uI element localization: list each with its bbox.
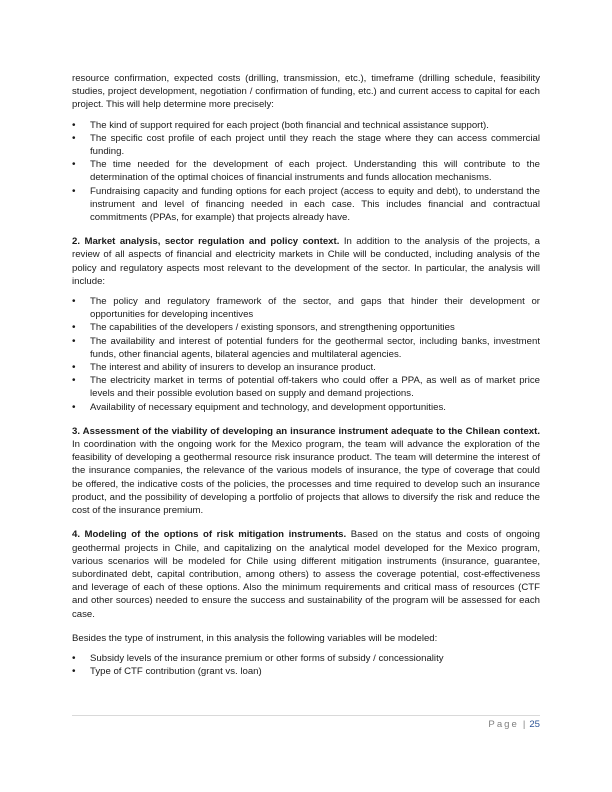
list-item: • Fundraising capacity and funding options for each project (access to equity and debt), to understand the instrument and level of financing needed in each case. This includes financial and contractual commitments (PPAs, for example) that projects already have. (72, 185, 540, 225)
intro-paragraph: resource confirmation, expected costs (drilling, transmission, etc.), timeframe (drilling schedule, feasibility studies, project development, negotiation / confirmation of funding, etc.) and current access to capital for each project. This will help determine more precisely: (72, 73, 540, 111)
list-modeled-variables (72, 652, 540, 678)
list-item: • The time needed for the development of each project. Understanding this will contribute to the determination of the optimal choices of financial instruments and funds allocation mechanisms. (72, 158, 540, 184)
list-project-analysis (72, 119, 540, 225)
list-item: • The capabilities of the developers / existing sponsors, and strengthening opportunities (72, 321, 540, 334)
section-3-heading: 3. Assessment of the viability of developing an insurance instrument adequate to the Chilean context. (72, 425, 540, 437)
section-3-text: In coordination with the ongoing work for the Mexico program, the team will advance the exploration of the feasibility of developing a geothermal resource risk insurance product. The team will determine the interest of the insurance companies, the relevance of the various models of insurance, the type of coverage that could be offered, the indicative costs of the policies, the processes and time required to develop such an insurance product, and the possibility of developing a portfolio of projects that allows to diversify the risk and reduce the cost of the insurance premium. (72, 439, 540, 517)
page-separator: | (522, 719, 526, 730)
list-item: • The electricity market in terms of potential off-takers who could offer a PPA, as well as of market price levels and their possible evolution based on supply and demand projections. (72, 374, 540, 400)
section-2-paragraph (72, 235, 540, 288)
section-4-text: Based on the status and costs of ongoing geothermal projects in Chile, and capitalizing on the analytical model developed for the Mexico program, various scenarios will be modeled for Chile using different mitigation instruments (insurance, guarantee, subordinated debt, capital contribution, among others) to assess the coverage potential, cost-effectiveness and leverage of each of these options. Also the minimum requirements and critical mass of resources (CTF and other sources) needed to ensure the success and sustainability of the program will be assessed for each case. (72, 529, 540, 620)
section-4-heading: 4. Modeling of the options of risk mitigation instruments. (72, 529, 347, 541)
list-item: • The specific cost profile of each project until they reach the stage where they can access commercial funding. (72, 132, 540, 158)
list-item: • The kind of support required for each project (both financial and technical assistance support). (72, 119, 540, 132)
section-3-paragraph (72, 425, 540, 517)
page-number-value: 25 (529, 719, 540, 730)
besides-paragraph: Besides the type of instrument, in this analysis the following variables will be modeled: (72, 632, 438, 644)
list-item: • The policy and regulatory framework of the sector, and gaps that hinder their development or opportunities for developing incentives (72, 295, 540, 321)
section-4-paragraph (72, 528, 540, 620)
list-item: • Availability of necessary equipment and technology, and development opportunities. (72, 401, 540, 414)
section-2-heading: 2. Market analysis, sector regulation and policy context. (72, 236, 340, 248)
list-market-analysis (72, 295, 540, 414)
page-number (488, 719, 540, 730)
list-item: • The availability and interest of potential funders for the geothermal sector, including banks, investment funds, other financial agents, bilateral agencies and multilateral agencies. (72, 335, 540, 361)
page-footer (72, 715, 540, 738)
document-page (72, 72, 540, 678)
list-item: • Subsidy levels of the insurance premium or other forms of subsidy / concessionality (72, 652, 540, 665)
list-item: • Type of CTF contribution (grant vs. loan) (72, 665, 540, 678)
page-label: Page (488, 719, 519, 730)
section-2-text: In addition to the analysis of the projects, a review of all aspects of financial and electricity markets in Chile will be conducted, including analysis of the policy and regulatory aspects most relevant to the development of the sector. In particular, the analysis will include: (72, 236, 540, 287)
list-item: • The interest and ability of insurers to develop an insurance product. (72, 361, 540, 374)
